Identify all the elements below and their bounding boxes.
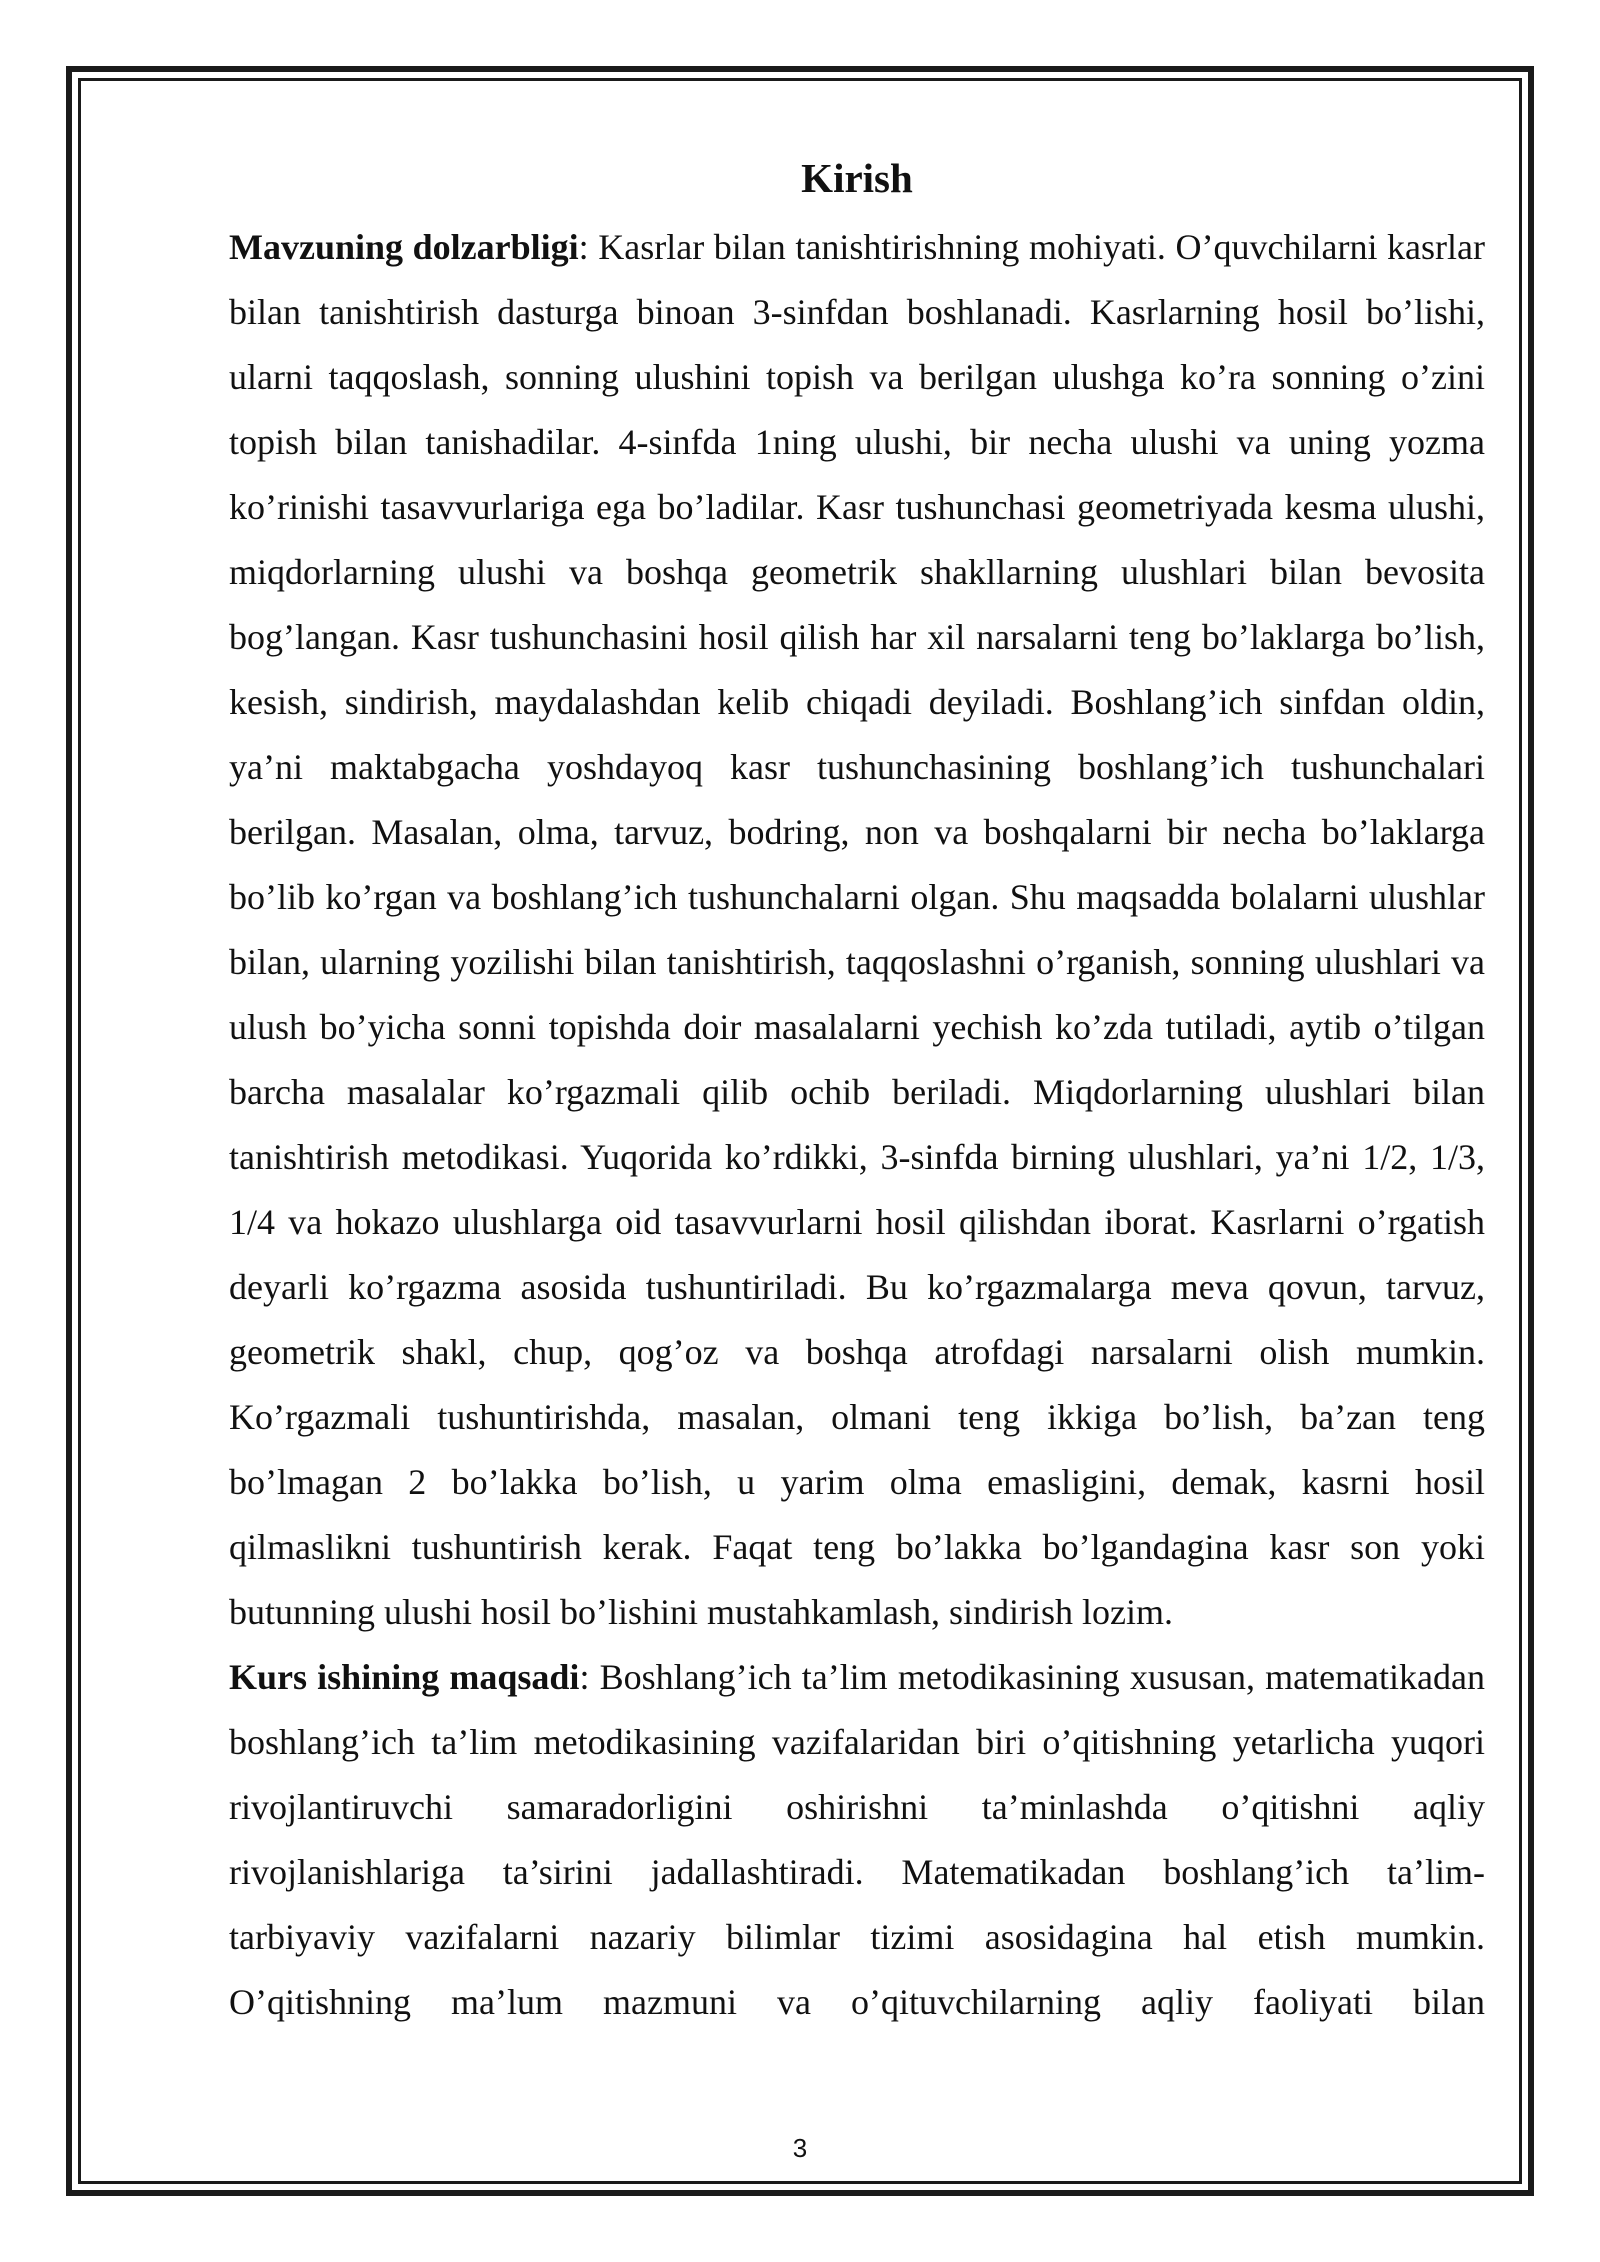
section-heading-relevance: Mavzuning dolzarbligi <box>229 227 579 267</box>
heading-separator: : <box>579 1657 600 1697</box>
page-number: 3 <box>792 2133 808 2163</box>
paragraph-goal <box>229 1645 1485 2035</box>
paragraph-relevance <box>229 215 1485 1645</box>
paragraph-text: Kasrlar bilan tanishtirishning mohiyati. O’quvchilarni kasrlar bilan tanishtirish dasturga binoan 3-sinfdan boshlanadi. Kasrlarning hosil bo’lishi, ularni taqqoslash, sonning ulushini topish va berilgan ulushga ko’ra sonning o’zini topish bilan tanishadilar. 4-sinfda 1ning ulushi, bir necha ulushi va uning yozma ko’rinishi tasavvurlariga ega bo’ladilar. Kasr tushunchasi geometriyada kesma ulushi, miqdorlarning ulushi va boshqa geometrik shakllarning ulushlari bilan bevosita bog’langan. Kasr tushunchasini hosil qilish har xil narsalarni teng bo’laklarga bo’lish, kesish, sindirish, maydalashdan kelib chiqadi deyiladi. Boshlang’ich sinfdan oldin, ya’ni maktabgacha yoshdayoq kasr tushunchasining boshlang’ich tushunchalari berilgan. Masalan, olma, tarvuz, bodring, non va boshqalarni bir necha bo’laklarga bo’lib ko’rgan va boshlang’ich tushunchalarni olgan. Shu maqsadda bolalarni ulushlar bilan, ularning yozilishi bilan tanishtirish, taqqoslashni o’rganish, sonning ulushlari va ulush bo’yicha sonni topishda doir masalalarni yechish ko’zda tutiladi, aytib o’tilgan barcha masalalar ko’rgazmali qilib ochib beriladi. Miqdorlarning ulushlari bilan tanishtirish metodikasi. Yuqorida ko’rdikki, 3-sinfda birning ulushlari, ya’ni 1/2, 1/3, 1/4 va hokazo ulushlarga oid tasavvurlarni hosil qilishdan iborat. Kasrlarni o’rgatish deyarli ko’rgazma asosida tushuntiriladi. Bu ko’rgazmalarga meva qovun, tarvuz, geometrik shakl, chup, qog’oz va boshqa atrofdagi narsalarni olish mumkin. Ko’rgazmali tushuntirishda, masalan, olmani teng ikkiga bo’lish, ba’zan teng bo’lmagan 2 bo’lakka bo’lish, u yarim olma emasligini, demak, kasrni hosil qilmaslikni tushuntirish kerak. Faqat teng bo’lakka bo’lgandagina kasr son yoki butunning ulushi hosil bo’lishini mustahkamlash, sindirish lozim. <box>229 227 1485 1632</box>
paragraph-text: Boshlang’ich ta’lim metodikasining xususan, matematikadan boshlang’ich ta’lim metodikasining vazifalaridan biri o’qitishning yetarlicha yuqori rivojlantiruvchi samaradorligini oshirishni ta’minlashda o’qitishni aqliy rivojlanishlariga ta’sirini jadallashtiradi. Matematikadan boshlang’ich ta’lim-tarbiyaviy vazifalarni nazariy bilimlar tizimi asosidagina hal etish mumkin. O’qitishning ma’lum mazmuni va o’qituvchilarning aqliy faoliyati bilan <box>229 1657 1485 2022</box>
heading-separator: : <box>578 227 599 267</box>
section-heading-goal: Kurs ishining maqsadi <box>229 1657 580 1697</box>
document-body <box>229 140 1485 2035</box>
page-title: Kirish <box>801 155 913 201</box>
